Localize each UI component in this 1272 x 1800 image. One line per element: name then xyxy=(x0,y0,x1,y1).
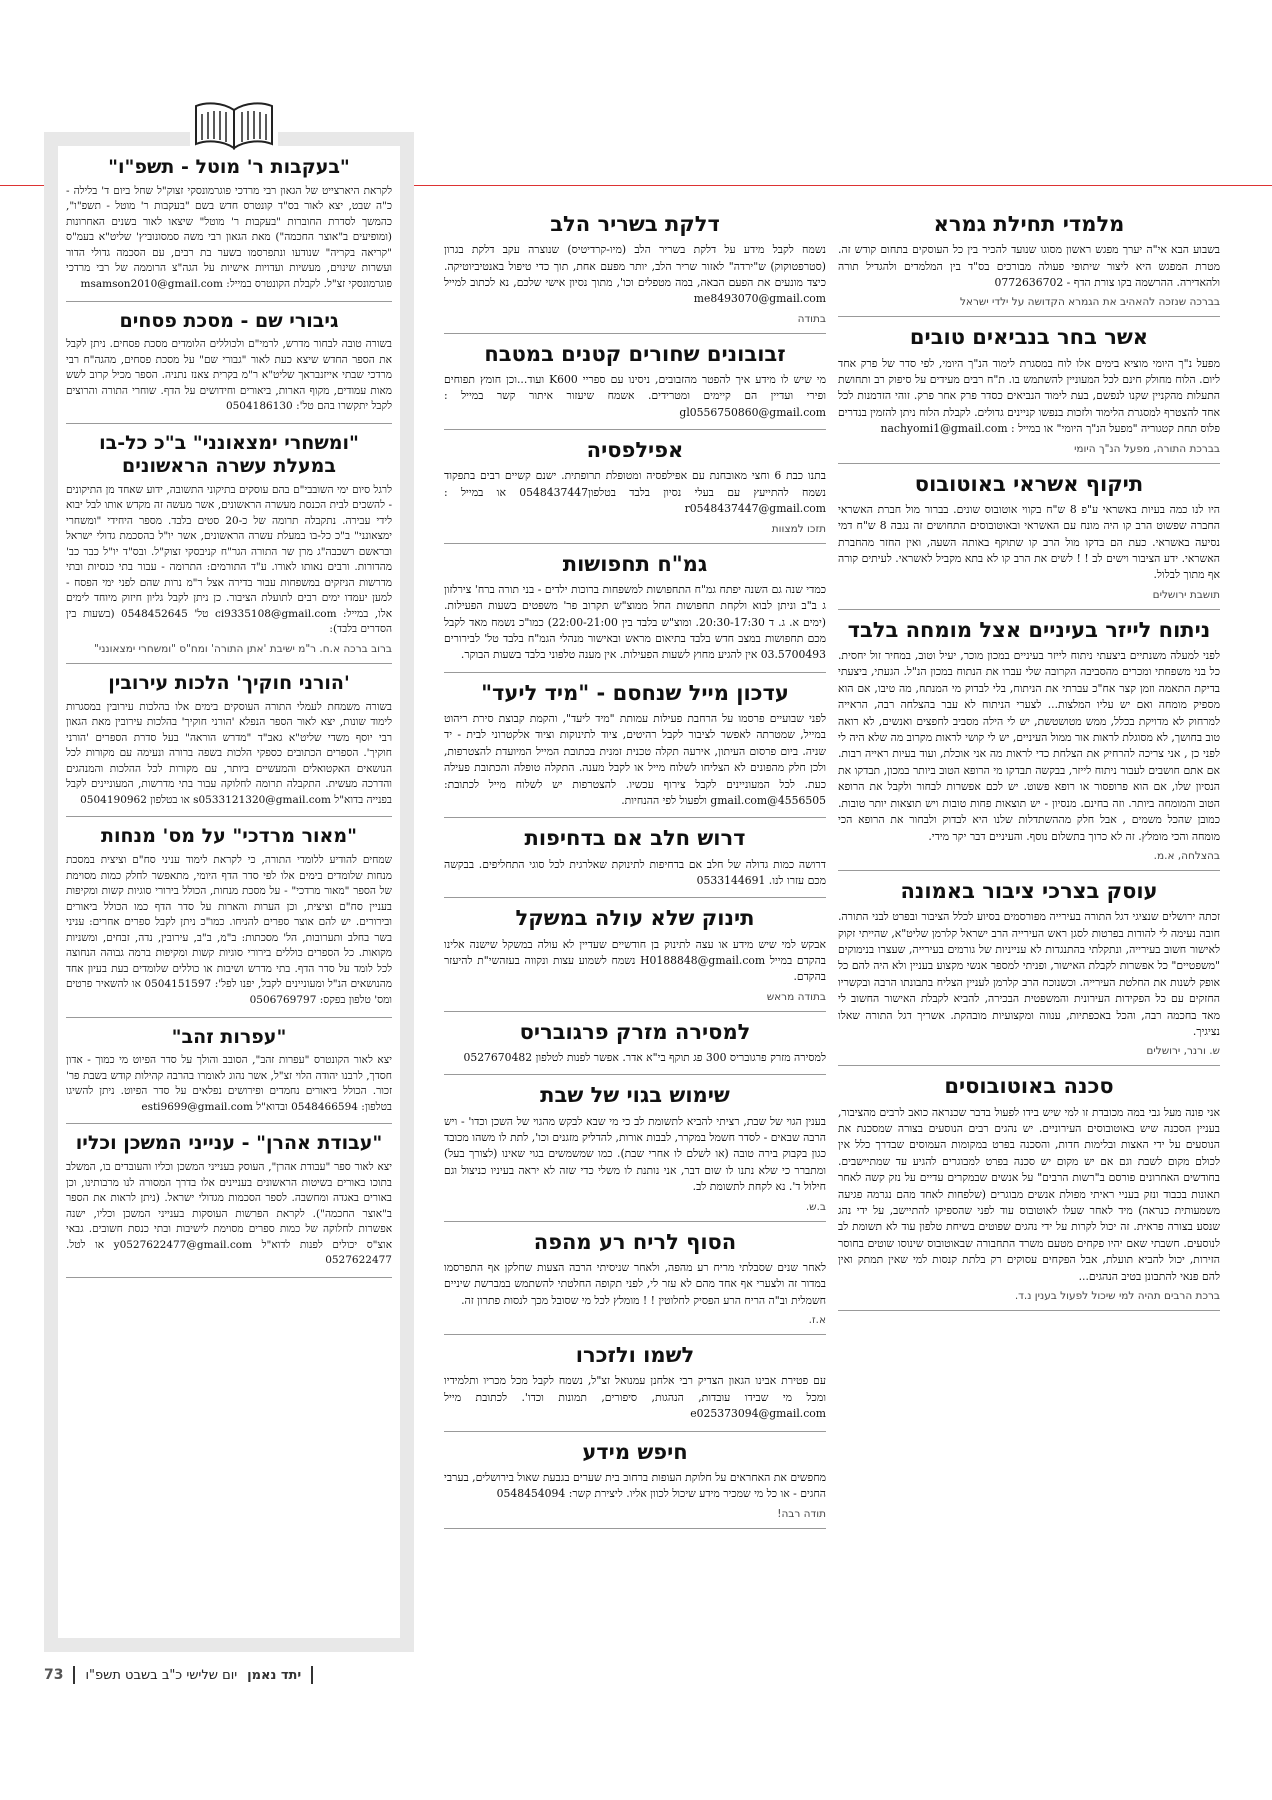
article-signature: תודה רבה! xyxy=(777,1507,826,1520)
article xyxy=(444,1083,826,1221)
article-title: "מאור מרדכי" על מס' מנחות xyxy=(100,825,358,848)
article-divider xyxy=(838,870,1220,871)
article-signature: ש. ורנר, ירושלים xyxy=(1146,1045,1220,1058)
article-title: תיקוף אשראי באוטובוס xyxy=(914,471,1144,496)
article-title: דלקת בשריר הלב xyxy=(550,212,720,236)
article-body: אבקש למי שיש מידע או עצה לתינוק בן חודשיים שעדיין לא עולה במשקל שישנה אלינו בהקדם במייל H0188848@gmail.com נשמח לשמוע עצות ונקווה בעזהשי"ת להיעזר בהקדם. xyxy=(444,937,826,984)
article-title: אפילפסיה xyxy=(586,438,684,463)
article-body: בשורה משמחת לעמלי התורה העוסקים בימים אלו בהלכות עירובין במסגרות לימוד שונות, יצא לאור הספר הנפלא 'הורני חוקיך' בהלכות עירובין מאת הגאון רבי יוסף משדי שליט"א גאב"ד "מדרש הוראה" בעל סדרת הספרים 'הורני חוקיך'. הספרים הכתובים כספקי הלכות בשפה ברורה ונעימה עם מקורות לכל הנושאים האקטואלים והמעשיים ביותר, עם מקורות לכל ההלכות והמנהגים והדרכה מעשית. התקבלה תרומה לחלוקה עבור בתי מדרשות, המעוניינים לקבל בפנייה בדוא"ל s0533121320@gmail.com או בטלפון 0504190962 xyxy=(66,700,392,806)
article xyxy=(838,618,1220,871)
article-body: בשורה טובה לבחור מדרש, לרמי"ם ולכוללים הלומדים מסכת פסחים. ניתן לקבל את הספר החדש שיצא כעת לאור "גבורי שם" על מסכת פסחים, מהגה"ח רבי מרדכי שבתי אייזנבראך שליט"א ר"מ בקרית צאנז נתניה. הספר מכיל קרוב לשש מאות עמודים, מקוף הארות, ביאורים וחידושים על הדף. שוחרי התורה והרוצים לקבל יתקשרו בהם טל': 0504186130 xyxy=(66,338,392,413)
newspaper-name: יתד נאמן xyxy=(247,1667,302,1683)
article-title: גמ"ח תחפושות xyxy=(562,551,708,576)
article-divider xyxy=(444,1334,826,1335)
article-body: לקראת היארצייט של הגאון רבי מרדכי פוגרמונסקי זצוק"ל שחל ביום ד' בלילה - כ"ה שבט, יצא לאור בס"ד קונטרס חדש בשם "בעקבות ר' מוטל - תשפ"ו", כהמשך לסדרת החוברות "בעקבות ר' מוטל" שיצאו לאור בשנים האחרונות (ומופיעים ב"אוצר החכמה") מאת הגאון רבי משה סמסונוביץ' שליט"א בעמ"ס "קריאה בקריה" שנודעו ונתפרסמו בשער בת רבים, עם הסכמה גדולי הדור ועשרות שינוים, מעשיות ועדויות אישיות על הגה"צ הרוממה של רבי מרדכי פוגרמונסקי זצ"ל. לקבלת הקונטרס במייל: msamson2010@gmail.com xyxy=(66,184,392,290)
article-title: הסוף לריח רע מהפה xyxy=(533,1229,737,1254)
article xyxy=(66,432,392,664)
article-title: עוסק בצרכי ציבור באמונה xyxy=(900,878,1158,903)
article xyxy=(444,906,826,1011)
article xyxy=(444,1343,826,1431)
article-divider xyxy=(838,316,1220,317)
article-divider xyxy=(444,333,826,334)
page-number: 73 xyxy=(44,1667,64,1683)
article-body: היו לנו כמה בעיות באשראי ע"פ 8 ש"ח בקווי אוטובוס שונים. בברור מול חברת האשראי החברה שפשוט הרב קו היה מונח עם האשראי ובאוטובוסים התחושים זה נגבה 8 ש"ח דמי נסיעה באשראי. כעת הם בדקו מול הרב קו שתוקף באותה השעה, ואין החזר מהחברת האשראי. ידע הציבור וישים לב ! ! לשים את הרב קו לא בתא מקביל לאשראי. לעיתים קורה אף מתוך לבלול. xyxy=(838,502,1220,582)
article xyxy=(444,552,826,673)
column-left-box xyxy=(44,132,414,1652)
article-title: זבובונים שחורים קטנים במטבח xyxy=(484,341,786,366)
article xyxy=(444,1230,826,1335)
article-divider xyxy=(444,1528,826,1529)
article-title: גיבורי שם - מסכת פסחים xyxy=(119,309,339,332)
article-body: לאחר שנים שסבלתי מריח רע מהפה, ולאחר שניסיתי הרבה הצעות שחלקן אף התפרסמו במדור זה ולצערי אף אחד מהם לא עזר לי, לפני תקופה החלטתי להשתמש במברשת שיניים חשמלית וב"ה הריח הרע הפסיק לחלוטין ! ! מומלץ לכל מי שסובל מכך לנסות פתרון זה. xyxy=(444,1260,826,1307)
article-title: "ומשחרי ימצאונני" ב"כ כל-בו במעלת עשרה הראשונים xyxy=(99,431,359,477)
article-body: שמחים להודיע ללומדי התורה, כי לקראת לימוד עניני סח"ם וציצית במסכת מנחות שלומדים בימים אלו לפי סדר הדף היומי, מתאפשר לחלק כמות מסוימת של הספר "מאור מרדכי" - על מסכת מנחות, הכולל בירורי סוגיות קשות ומקיפות בעניין סח"ם וציצית, וכן הערות והארות על סדר הדף כמו הכולל ביאורים ובירורים. יש להם אוצר ספרים להניחו. כמו"כ ניתן לקבל ספרים אחרים: עניני בשר בחלב ותערובות, הל' מסכתות: ב"מ, ב"ב, עירובין, נדה, זבחים, ומשניות מקואות. כל הספרים כוללים בירורי סוגיות קשות ומקיפות ברמה גבוהה הנחוצה לכל לומד על סדר הדף. בתי מדרש ושיבות או כוללים שלומדים בעת בעיון אחד מהנושאים הנ"ל ומעוניינים לקבל, יפנו לפל': 0504151597 או להשאיר פרטים ומס' טלפון בפקס: 0506769797 xyxy=(66,854,392,1006)
article-divider xyxy=(444,817,826,818)
column-left xyxy=(58,146,400,1638)
article-divider xyxy=(444,672,826,673)
article-divider xyxy=(66,301,392,302)
article-body: בשבוע הבא אי"ה יערך מפגש ראשון מסוגו שנועד להכיר בין כל העוסקים בתחום קודש זה. מטרת המפגש היא ליצור שיתופי פעולה מבורכים בס"ד בין המלמדים ולהגדיל תורה ולהאדירה. ההרשמה בקו צורת הדף - 0772636702 xyxy=(838,243,1220,289)
page-footer xyxy=(44,1664,313,1686)
article-divider xyxy=(66,1123,392,1124)
article-signature: א.ז. xyxy=(808,1314,826,1327)
article-body: נשמח לקבל מידע על דלקת בשריר הלב (מיו-קרדיטיס) שנוצרה עקב דלקת בגרון (סטרפטוקוק) ש"ירדה" לאזור שריר הלב, יותר מפעם אחת, תוך כדי טיפול באנטיביוטיקה. כיצד מונעים את הפעם הבאה, במה מטפלים וכו', מתוך נסיון אישי שלכם, נא לכתוב למייל me8493070@gmail.com xyxy=(444,243,826,306)
article xyxy=(444,438,826,543)
article-body: כמדי שנה גם השנה יפתח גמ"ח התחפושות למשפחות ברוכות ילדים - בני תורה ברח' צירלזון ג ב"ב וניתן לבוא ולקחת תחפושות החל ממוצ"ש תקרוב פר' משפטים בשעות הפעילות. (ימים א. ג. ד 20:30-17:30. ומוצ"ש בלבד בין 22:00-21:00) כמו"כ נשמח מאד לקבל מכם תחפושות במצב חדש בלבד בתיאום מראש ובאישור מנהלי הגמ"ח בלבד טל' לבירורים 03.5700493 אין להגיע מחוץ לשעות הפעילות. אין מענה טלפוני בלבד בשעות הבוקר. xyxy=(444,582,826,662)
article-body: לפני למעלה משנתיים ביצעתי ניתוח לייזר בעיניים במכון מוכר, יעיל וטוב, במחיר זול יחסית. כל בני משפחתי ומכרים מהסביבה הקרובה שלי עברו את הנתוח במכון הנ"ל. הגעתי, ביצעתי בדיקת התאמה וזמן קצר אח"כ עברתי את הניתוח, בלי לבדוק מי המנתח, מה טיבו, אם הוא מספיק מומחה ואם יש עליו המלצות... לצערי הניתוח לא עבר בהצלחה רבה, הראייה למרחוק לא מדויקת בכלל, ממש מטושטשת, יש לי הילה מסביב לחפצים ואנשים, לא רואה טוב בחושך, לא מסוגלת לראות אור ממול העיניים, יש לי קושי לראות מקרוב מה שלא היה לי לפני כן , אני צריכה להרחיק את הצלחת כדי לראות מה אני אוכלת, ועוד בעיות ראייה רבות. אם אתם חושבים לעבור ניתוח לייזר, בבקשה תבדקו מי הרופא הטוב ביותר במכון, תבדקו את הנסיון שלו, אם הוא פרופסור או רופא פשוט. יש לכם אפשרות לבחור ולקבל את הרופא הטוב והמומחה ביותר. וזה בחינם. מנסיון - יש תוצאות פחות טובות ויש תוצאות יותר טובות. כמובן שהכל משמים , אבל חלק מההשתדלות שלנו היא לבדוק ולבחור את הרופא הכי מומחה והכי מומלץ. זה לא כרוך בתשלום נוסף. והעיניים דבר יקר מידי. xyxy=(838,649,1220,843)
article-divider xyxy=(444,1431,826,1432)
article xyxy=(444,342,826,430)
article-title: "עפרות זהב" xyxy=(171,1025,287,1048)
article-divider xyxy=(66,1017,392,1018)
article xyxy=(66,1132,392,1278)
article-divider xyxy=(838,1065,1220,1066)
article-divider xyxy=(838,1310,1220,1311)
article-title: למסירה מזרק פרגובריס xyxy=(519,1019,751,1044)
article-title: חיפש מידע xyxy=(582,1439,688,1464)
article-divider xyxy=(838,463,1220,464)
article-body: דרושה כמות גדולה של חלב אם בדחיפות לתינוקת שאלרגית לכל סוגי התחליפים. בבקשה מכם עזרו לנו. 0533144691 xyxy=(444,857,826,888)
article-signature: תושבת ירושלים xyxy=(1152,588,1220,601)
article-title: לשמו ולזכרו xyxy=(575,1343,695,1368)
article-signature: בתודה מראש xyxy=(766,990,826,1003)
article-divider xyxy=(838,609,1220,610)
article-signature: בברכה שנזכה להאהיב את הגמרא הקדושה על ילדי ישראל xyxy=(959,296,1220,309)
article-divider xyxy=(66,663,392,664)
article xyxy=(444,212,826,334)
article-title: "עבודת אהרן" - ענייני המשכן וכליו xyxy=(75,1132,383,1155)
article-body: מחפשים את האחראים על חלוקת העופות ברחוב בית שערים בגבעת שאול בירושלים, בערבי החגים - או כל מי שמכיר מידע שיכול לכוון אליו. ליצירת קשר: 0548454094 xyxy=(444,1470,826,1501)
article-title: "בעקבות ר' מוטל - תשפ"ו" xyxy=(108,156,350,178)
article-title: שימוש בגוי של שבת xyxy=(540,1083,730,1108)
article xyxy=(838,1074,1220,1311)
column-middle xyxy=(444,212,826,1702)
article-body: לרגל סיום ימי השובבי"ם בהם עוסקים בתיקוני התשובה, ידוע שאחד מן התיקונים - להשכים לבית הכנסת מעשרה הראשונים, אשר מעשה זה מקדש אותו לבל יבוא לידי עבירה. נתקבלה תרומה של כ-20 סטים בלבד. מספר היחידי "ומשחרי ימצאונני" ב"כ כל-בו במעלת עשרה הראשונים, אשר יו"ל בהסכמת גדולי ישראל ובראשם רשכבה"ג מרן שר התורה הגר"ח קניבסקי זצוק"ל. ובס"ד יו"ל כבר כב' מהדורות. ורבים נאותו לאורו. ע"ד התורמים: התרומה - עבור בתי כנסיות ובתי מדרשות הניזקים במשפחות עבור בדירה אצל ר"מ נרות שהם לפני ימי הפסח - למען יעמדו ימים רבים לתועלת הציבור. כן ניתן לקבל גליון חיזוק מיוחד לימים אלו, במייל: ci9335108@gmail.com טל' 0548452645 (בשעות בין הסדרים בלבד): xyxy=(66,483,393,636)
article xyxy=(66,156,392,302)
article xyxy=(444,681,826,819)
article-body: אני פונה מעל גבי במה מכובדת זו למי שיש בידו לפעול בדבר שכנראה כואב לרבים מהציבור, בעניין הסכנה שיש באוטובוסים העירוניים. יש נהגים רבים הנוסעים בצורה שמסכנת את הנוסעים על ידי האצות ובלימות חדות, והסכנה בפרט במקומות העמוסים שבדרך כלל אין לכולם מקום לשבת וגם אם יש מקום יש סכנה בפרט למבוגרים להגיע עד שמתיישבים. בחודשים האחרונים פורסם ב"רשות הרבים" על אנשים שבמקרים עדיים על נזק קשה לאחר תאונות בכבוד ונזק בעניי ראיתי מפולת אנשים מבוגרים (שלפחות לאחד מהם נגרמה פגיעה משמעותית כנראה) מיד לאחר שעלו לאוטובוס עוד לפני שהספיקו להתיישב, על ידי נהג שנסע בצורה פראית. זה יכול לקרות על ידי נהגים שפוטים בשיחת טלפון עוד לא תשומת לב לנוסעים. חשבתי שאם יהיו פקחים מטעם משרד התחבורה שבאוטובוס שינוסו שוטים בחוסר הזירות, יכול להביא תועלת, אבל הפקחים עסוקים רק בלתת קנסות למי שאין תמתק ואין להם פנאי להתבונן בטיב הנהגים... xyxy=(838,1105,1220,1283)
article xyxy=(838,472,1220,610)
article-body: עם פטירת אבינו הגאון הצדיק רבי אלחנן עמנואל זצ"ל, נשמח לקבל מכל מכריו ותלמידיו ומכל מי שבידו עובדות, הנהגות, סיפורים, תמונות וכדו'. לכתובת מייל e025373094@gmail.com xyxy=(444,1374,826,1421)
article-divider xyxy=(444,1011,826,1012)
article xyxy=(444,1440,826,1529)
article-title: ניתוח לייזר בעיניים אצל מומחה בלבד xyxy=(847,617,1211,642)
article-signature: בהצלחה, א.מ. xyxy=(1153,849,1220,862)
article-divider xyxy=(444,897,826,898)
article xyxy=(838,879,1220,1066)
article-title: אשר בחר בנביאים טובים xyxy=(909,325,1149,350)
article-title: עדכון מייל שנחסם - "מיד ליעד" xyxy=(481,680,789,705)
article-title: דרוש חלב אם בדחיפות xyxy=(524,826,746,851)
article-signature: ברכת הרבים תהיה למי שיכול לפעול בענין נ.ד. xyxy=(1014,1290,1220,1302)
issue-date: יום שלישי כ"ב בשבט תשפ"ו xyxy=(85,1667,238,1683)
footer-tick xyxy=(73,1666,75,1684)
article xyxy=(66,310,392,424)
article-body: מי שיש לו מידע איך להפטר מהזבובים, ניסינו עם ספריי K600 ועוד...וכן חומץ תפוחים ופירי ועדיין הם קיימים ומטרידים. אשמח שיעזור איתור קשר במייל : gl0556750860@gmail.com xyxy=(444,373,826,419)
article-body: למסירה מזרק פרגובריס 300 פג תוקף בי"א אדר. אפשר לפנות לטלפון 0527670482 xyxy=(463,1051,826,1065)
article-body: בענין הגוי של שבת, רציתי להביא לתשומת לב כי מי שבא לבקש מהגוי של השכן וכדו' - ויש הרבה שבאים - לסדר חשמל במקרר, לבבות אורות, להדליק מזגנים וכו', לתת לו משהו מכובד כגון בקבוק בירה טובה (או לשלם לו אחרי שבת). כמו שמשמשים בגוי שאינו (לצורך בעל) ומתברר כי שלא נתנו לו שום דבר, אני נותנת לו משלי כדי שזה לא יראה בעיניו כניצול וגם חילול ד'. נא לקחת לתשומת לב. xyxy=(444,1114,826,1194)
article-body: זכתה ירושלים שנציגי דגל התורה בעירייה מפורסמים בסיוע לכלל הציבור ובפרט לבני התורה. חובה נעימה לי להודות בפרטות לסגן ראש העירייה הרב ישראל קלרמן שליט"א, שהייתי זקוק לאישור חשוב בעירייה, ונתקלתי בהתנגדות לא ענייניות של גורמים בעירייה, שעצרו בנימוקים "משפטיים" כל אפשרות לקבלת האישור, ופניתי למספר אנשי מקצוע בעניין ולא היה להם כל אופק לשנות את החלטת העירייה. וכשנוכח הרב קלרמן לעניין הצליח בתבונתו הרבה ובקשריו החזקים עם כל הפקידות העירונית והמשפטית הבכירה, להביא לקבלת האישור החשוב לי מאד בחכמה רבה, והכל באכפתיות, ענווה ומקצועיות מובהקת. אשריך דגל התורה שאלו נציגיך. xyxy=(838,910,1220,1038)
article xyxy=(838,212,1220,317)
article-divider xyxy=(66,816,392,817)
article-divider xyxy=(66,1277,392,1278)
footer-tick xyxy=(311,1666,313,1684)
open-book-icon xyxy=(190,96,278,152)
article-signature: ברוב ברכה א.ח. ר"מ ישיבת 'אתן התורה' ומח"ס "ומשחרי ימצאונני" xyxy=(94,642,392,655)
article-title: 'הורני חוקיך' הלכות עירובין xyxy=(108,671,350,694)
article-body: לפני שבועיים פרסמו על הרחבת פעילות עמותת "מיד ליעד", והקמת קבוצת סירת ריהוט במייל, שמטרתה לאפשר לציבור לקבל רהיטים, ציוד לתינוקות וציוד אלקטרוני לבית - יד שניה. ביום פרסום העיתון, אירעה תקלה טכנית זמנית בכתובת המייל המיועדת להצטרפות, ולכן חלק מהפונים לא הצליחו לשלוח מייל או לקבל מענה. התקלה טופלה והכתובת פעילה כעת. לכל המעוניינים לקבל צירוף עכשיו. להצטרפות יש לשלוח מייל לכתובת: 4556505@gmail.com ולפעול לפי ההנחיות. xyxy=(444,712,826,808)
article-divider xyxy=(444,543,826,544)
article xyxy=(444,1020,826,1076)
article-divider xyxy=(444,1074,826,1075)
article-title: תינוק שלא עולה במשקל xyxy=(515,906,755,931)
article xyxy=(66,825,392,1017)
article-signature: תזכו למצוות xyxy=(771,522,826,535)
article-signature: ב.ש. xyxy=(805,1200,826,1213)
article-body: יצא לאור הקונטרס "עפרות זהב", הסובב והולך על סדר הפיוט מי כמוך - אדון חסדך, לרבנו יהודה הלוי זצ"ל, אשר נהוג לאומרו בהרבה קהילות קודש בשבת פר' זכור. הכולל ביאורים נחמדים ופירושים נפלאים על סדר הפיוט. ניתן להשיגו בטלפון: 0548466594 ובדוא"ל esti9699@gmail.com xyxy=(66,1054,392,1113)
article xyxy=(66,1026,392,1125)
article-body: בתנו כבת 6 וחצי מאובחנת עם אפילפסיה ומטופלת תרופתית. ישנם קשיים רבים בתפקוד נשמח להתייעץ עם בעלי נסיון בלבד בטלפון0548437447 או במייל : r0548437447@gmail.com xyxy=(444,469,826,516)
article xyxy=(66,672,392,818)
article-divider xyxy=(444,1221,826,1222)
article xyxy=(838,325,1220,463)
article-divider xyxy=(444,429,826,430)
article-title: מלמדי תחילת גמרא xyxy=(933,212,1125,236)
column-right xyxy=(838,212,1220,1652)
article-divider xyxy=(66,423,392,424)
article-signature: בברכת התורה, מפעל הנ"ך היומי xyxy=(1074,442,1220,455)
article-title: סכנה באוטובוסים xyxy=(944,1074,1114,1099)
article-body: מפעל נ"ך היומי מוציא בימים אלו לוח במסגרת לימוד הנ"ך היומי, לפי סדר של פרק אחד ליום. הלוח מחולק חינם לכל המעוניין להשתמש בו. ת"ח רבים מעידים על סיפוק רב ותחושת התעלות מהקניין שקנו לנפשם, בעת לימוד הנביאים כסדר פרק אחר פרק. זוהי הזדמנות לכל אחד להצטרף למסגרת הלימוד ולזכות בנפשו קניינים גדולים. לקבלת הלוח ניתן להזמין בנדרים פלוס תחת קטגוריה "מפעל הנ"ך היומי" או במייל : nachyomi1@gmail.com xyxy=(838,356,1220,436)
article-body: יצא לאור ספר "עבודת אהרן", העוסק בענייני המשכן וכליו והעובדים בו, המשלב בתוכו באורים בשיטות הראשונים בעניינים אלו בדרך המסורה לנו מרבותינו, וכן באורים באגדה ומחשבה. לספר הסכמות מגדולי ישראל. (ניתן לראות את הספר ב"אוצר החכמה"). לקראת הפרשות העוסקות בענייני המשכן וכליו, ישנה אפשרות לחלוקה של כמות ספרים מסוימת לישיבות ובתי כנסת חשובים. גבאי אוצ"ס יכולים לפנות לדוא"ל y0527622477@gmail.com או לטל. 0527622477 xyxy=(66,1161,392,1267)
article-signature: בתודה xyxy=(797,312,826,325)
article xyxy=(444,826,826,898)
